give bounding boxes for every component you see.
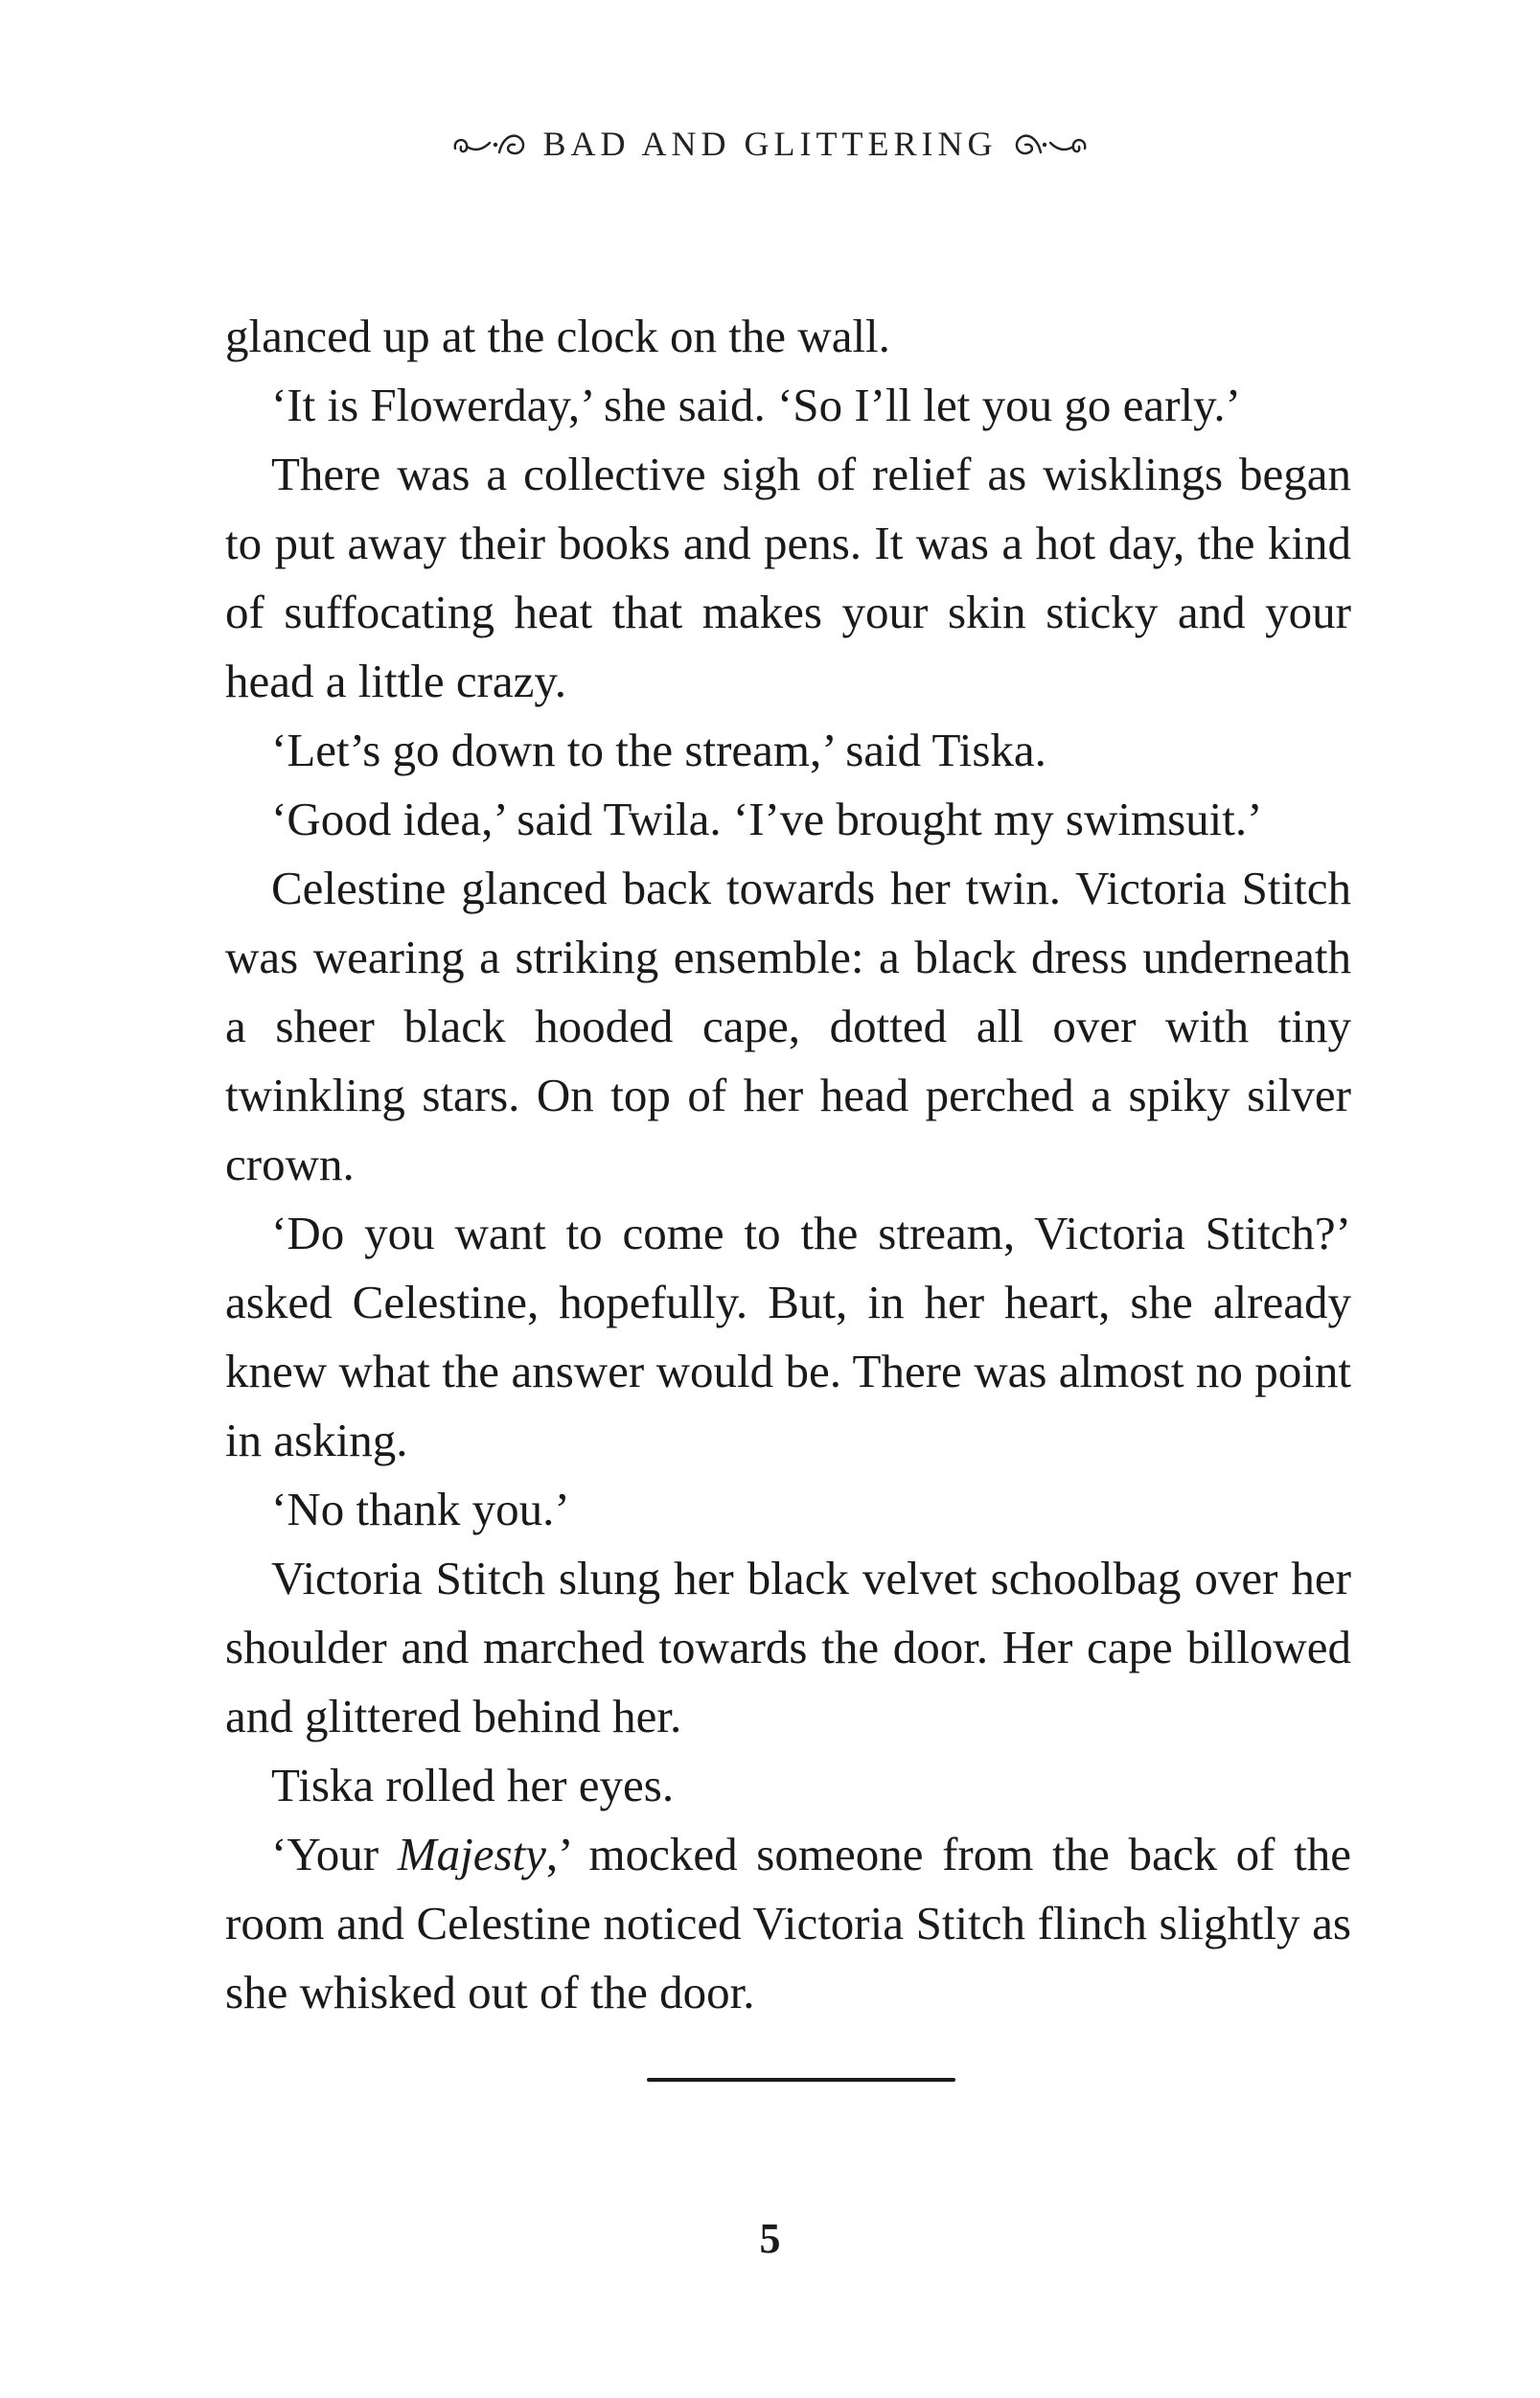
paragraph: ‘Good idea,’ said Twila. ‘I’ve brought my swimsuit.’ xyxy=(271,793,1263,845)
paragraph: ‘Do you want to come to the stream, Victoria Stitch?’ asked Celestine, hopefully. But, in her heart, she already knew what the answer would be. There was almost no point in asking. xyxy=(225,1207,1351,1466)
running-title: BAD AND GLITTERING xyxy=(542,125,998,163)
scroll-ornament-right-icon xyxy=(1010,124,1091,164)
paragraph: Celestine glanced back towards her twin. Victoria Stitch was wearing a striking ensemble: a black dress underneath a sheer black hooded cape, dotted all over with tiny twinkling stars. On top of her head perched a spiky silver crown. xyxy=(225,862,1351,1190)
paragraph: Victoria Stitch slung her black velvet schoolbag over her shoulder and marched towards the door. Her cape billowed and glittered behind her. xyxy=(225,1552,1351,1742)
page-number: 5 xyxy=(759,2215,781,2262)
scene-break-rule xyxy=(647,2078,955,2082)
scroll-ornament-left-icon xyxy=(449,124,530,164)
paragraph: Tiska rolled her eyes. xyxy=(271,1759,675,1811)
paragraph: ‘It is Flowerday,’ she said. ‘So I’ll let you go early.’ xyxy=(271,379,1241,431)
paragraph: glanced up at the clock on the wall. xyxy=(225,310,890,362)
paragraph-last xyxy=(225,1820,1351,2027)
paragraph: There was a collective sigh of relief as wisklings began to put away their books and pens. It was a hot day, the kind of suffocating heat that makes your skin sticky and your head a little crazy. xyxy=(225,448,1351,707)
paragraph: ‘Let’s go down to the stream,’ said Tiska. xyxy=(271,724,1046,776)
running-head xyxy=(0,115,1540,173)
paragraph-text: ‘Your xyxy=(271,1828,398,1880)
body-text xyxy=(225,302,1351,2027)
paragraph-text: ,’ mocked someone from the back of the room and Celestine noticed Victoria Stitch flinch slightly as she whisked out of the door. xyxy=(225,1828,1351,2018)
paragraph: ‘No thank you.’ xyxy=(271,1483,570,1535)
emphasis-text: Majesty xyxy=(397,1828,546,1880)
